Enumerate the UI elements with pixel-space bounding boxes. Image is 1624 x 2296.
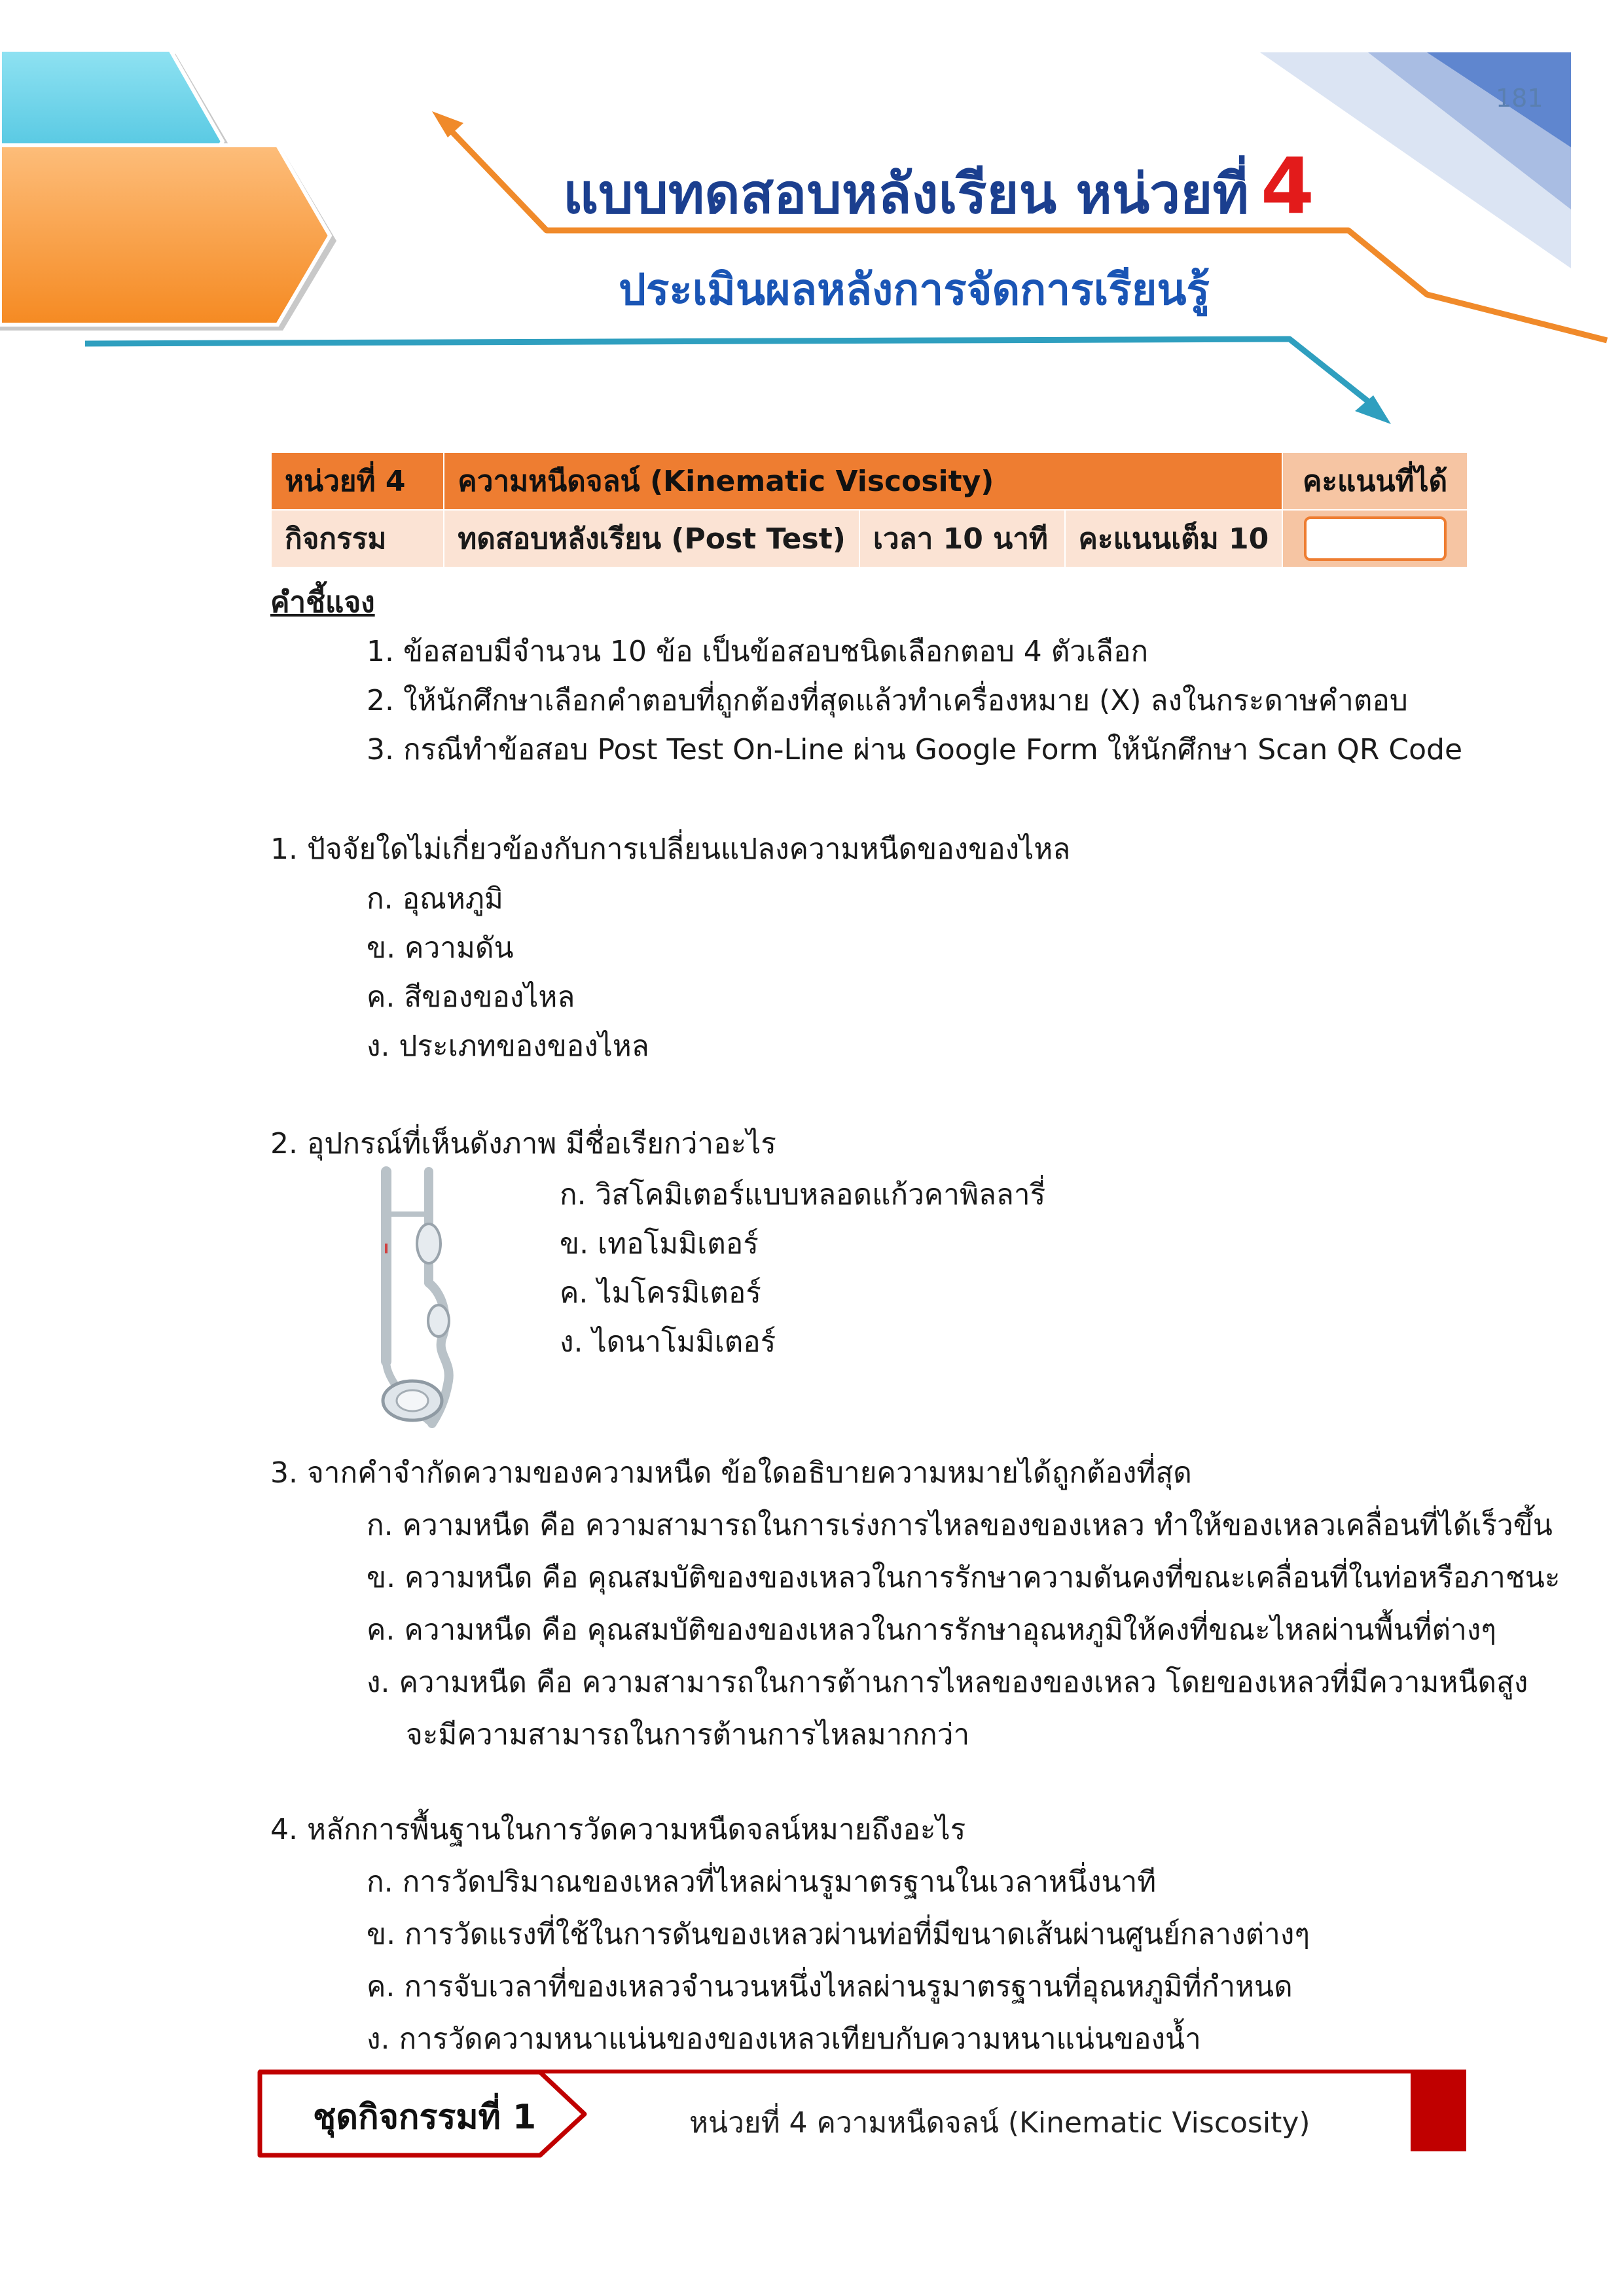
question-4-option-b: ข. การวัดแรงที่ใช้ในการดันของเหลวผ่านท่อที่มีขนาดเส้นผ่านศูนย์กลางต่างๆ: [367, 1918, 1310, 1951]
question-3: 3. จากคำจำกัดความของความหนืด ข้อใดอธิบายความหมายได้ถูกต้องที่สุด: [270, 1456, 1192, 1490]
question-1-option-b: ข. ความดัน: [367, 931, 514, 965]
question-2: 2. อุปกรณ์ที่เห็นดังภาพ มีชื่อเรียกว่าอะไร: [270, 1127, 776, 1160]
page-title: [563, 141, 1314, 237]
footer-unit-text: หน่วยที่ 4 ความหนืดจลน์ (Kinematic Viscosity): [689, 2106, 1310, 2140]
question-2-option-d: ง. ไดนาโมมิเตอร์: [560, 1325, 776, 1359]
unit-info-table: [270, 452, 1468, 568]
direction-item: 3. กรณีทำข้อสอบ Post Test On-Line ผ่าน Google Form ให้นักศึกษา Scan QR Code: [367, 733, 1463, 766]
question-3-option-b: ข. ความหนืด คือ คุณสมบัติของของเหลวในการรักษาความดันคงที่ขณะเคลื่อนที่ในท่อหรือภาชนะ: [367, 1561, 1561, 1594]
directions-title: คำชี้แจง: [270, 586, 375, 619]
question-1-option-a: ก. อุณหภูมิ: [367, 882, 503, 916]
question-3-option-d: ง. ความหนืด คือ ความสามารถในการต้านการไหลของของเหลว โดยของเหลวที่มีความหนืดสูง: [367, 1666, 1528, 1699]
unit-number: 4: [1260, 141, 1314, 231]
question-1-option-c: ค. สีของของไหล: [367, 980, 575, 1014]
footer-activity-set: ชุดกิจกรรมที่ 1: [313, 2098, 537, 2137]
unit-name-cell: ความหนืดจลน์ (Kinematic Viscosity): [444, 452, 1282, 510]
score-label-cell: คะแนนที่ได้: [1282, 452, 1468, 510]
capillary-viscometer-image: [367, 1165, 511, 1433]
question-4-option-d: ง. การวัดความหนาแน่นของของเหลวเทียบกับความหนาแน่นของน้ำ: [367, 2022, 1201, 2056]
question-2-option-c: ค. ไมโครมิเตอร์: [560, 1276, 761, 1310]
question-3-option-a: ก. ความหนืด คือ ความสามารถในการเร่งการไหลของของเหลว ทำให้ของเหลวเคลื่อนที่ได้เร็วขึ้น: [367, 1509, 1553, 1542]
question-1-option-d: ง. ประเภทของของไหล: [367, 1030, 649, 1063]
question-4-option-c: ค. การจับเวลาที่ของเหลวจำนวนหนึ่งไหลผ่านรูมาตรฐานที่อุณหภูมิที่กำหนด: [367, 1970, 1293, 2003]
unit-info-header-row: [271, 452, 1468, 510]
question-3-option-d-continuation: จะมีความสามารถในการต้านการไหลมากกว่า: [406, 1718, 970, 1751]
question-2-option-a: ก. วิสโคมิเตอร์แบบหลอดแก้วคาพิลลารี่: [560, 1178, 1046, 1211]
full-score-cell: คะแนนเต็ม 10: [1065, 510, 1283, 567]
page-title-text: แบบทดสอบหลังเรียน หน่วยที่: [563, 162, 1249, 226]
activity-label-cell: กิจกรรม: [271, 510, 444, 567]
page-subtitle: ประเมินผลหลังการจัดการเรียนรู้: [619, 264, 1210, 315]
subtitle-underline: [85, 339, 1378, 409]
question-3-option-c: ค. ความหนืด คือ คุณสมบัติของของเหลวในการรักษาอุณหภูมิให้คงที่ขณะไหลผ่านพื้นที่ต่างๆ: [367, 1613, 1496, 1647]
footer-red-block: [1411, 2070, 1466, 2151]
activity-row: [271, 510, 1468, 567]
unit-label-cell: หน่วยที่ 4: [271, 452, 444, 510]
direction-item: 1. ข้อสอบมีจำนวน 10 ข้อ เป็นข้อสอบชนิดเลือกตอบ 4 ตัวเลือก: [367, 635, 1149, 668]
time-cell: เวลา 10 นาที: [859, 510, 1065, 567]
direction-item: 2. ให้นักศึกษาเลือกคำตอบที่ถูกต้องที่สุดแล้วทำเครื่องหมาย (X) ลงในกระดาษคำตอบ: [367, 684, 1408, 717]
question-4-option-a: ก. การวัดปริมาณของเหลวที่ไหลผ่านรูมาตรฐานในเวลาหนึ่งนาที: [367, 1865, 1157, 1899]
score-box-cell: [1282, 510, 1468, 567]
question-4: 4. หลักการพื้นฐานในการวัดความหนืดจลน์หมายถึงอะไร: [270, 1813, 966, 1846]
question-1: 1. ปัจจัยใดไม่เกี่ยวข้องกับการเปลี่ยนแปลงความหนืดของของไหล: [270, 833, 1071, 866]
page-number: 181: [1496, 84, 1543, 113]
activity-name-cell: ทดสอบหลังเรียน (Post Test): [444, 510, 859, 567]
question-2-option-b: ข. เทอโมมิเตอร์: [560, 1227, 759, 1261]
score-input-box[interactable]: [1304, 516, 1447, 561]
